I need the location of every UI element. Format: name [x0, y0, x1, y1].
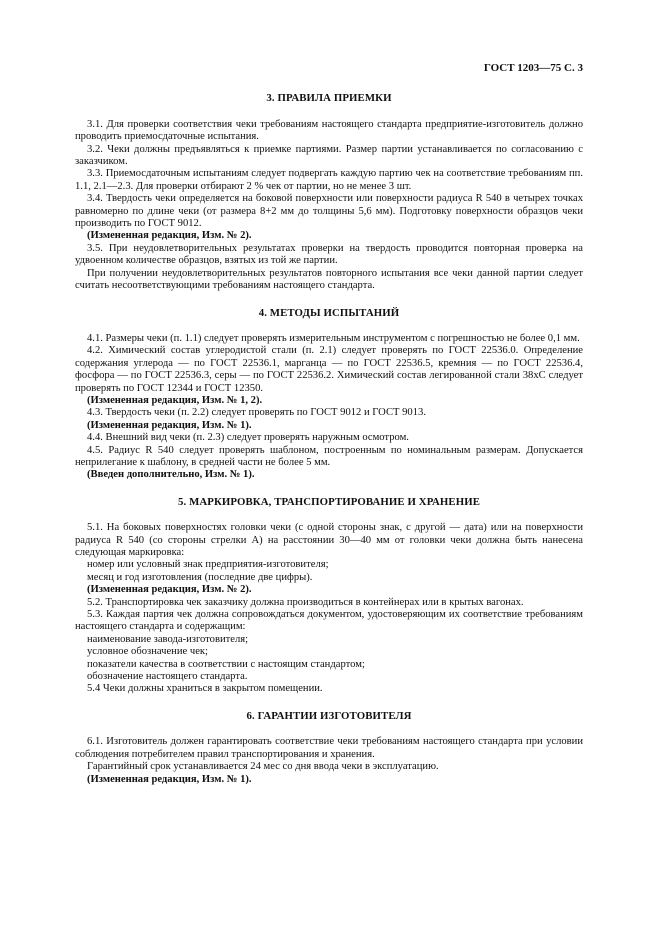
- document-page: [75, 62, 583, 800]
- paragraph: 4.1. Размеры чеки (п. 1.1) следует проверять измерительным инструментом с погрешностью не более 0,1 мм.: [87, 332, 580, 344]
- page-header: ГОСТ 1203—75 С. 3: [483, 62, 583, 74]
- paragraph: наименование завода-изготовителя;: [87, 633, 249, 645]
- paragraph: 3.4. Твердость чеки определяется на боковой поверхности или поверхности радиуса R 540 в четырех точках равномерно по длине чеки (от размера 8+2 мм до толщины 5,6 мм). Подготовку поверхности образцов чеки производить по ГОСТ 9012.: [75, 193, 583, 230]
- paragraph: номер или условный знак предприятия-изготовителя;: [87, 559, 329, 571]
- paragraph: 4.3. Твердость чеки (п. 2.2) следует проверять по ГОСТ 9012 и ГОСТ 9013.: [87, 407, 426, 419]
- section-title: 6. ГАРАНТИИ ИЗГОТОВИТЕЛЯ: [246, 709, 412, 722]
- paragraph: При получении неудовлетворительных результатов повторного испытания все чеки данной партии следует считать несоответствующими требованиям настоящего стандарта.: [75, 267, 583, 292]
- amendment-note: (Измененная редакция, Изм. № 1, 2).: [87, 394, 263, 406]
- paragraph: 5.3. Каждая партия чек должна сопровождаться документом, удостоверяющим их соответствие требованиям настоящего стандарта и содержащим:: [75, 609, 583, 633]
- section-title: 4. МЕТОДЫ ИСПЫТАНИЙ: [258, 306, 400, 319]
- section-title: 3. ПРАВИЛА ПРИЕМКИ: [266, 92, 392, 105]
- paragraph: 3.2. Чеки должны предъявляться к приемке партиями. Размер партии устанавливается по согласованию с заказчиком.: [75, 143, 583, 168]
- paragraph: 4.2. Химический состав углеродистой стали (п. 2.1) следует проверять по ГОСТ 22536.0. Определение содержания углерода — по ГОСТ 22536.1, марганца — по ГОСТ 22536.5, кремния — по ГОСТ 22536.4, фосфора — по ГОСТ 22536.3, серы — по ГОСТ 22536.2. Химический состав легированной стали 38хС следует проверять по ГОСТ 12344 и ГОСТ 12350.: [75, 345, 583, 394]
- amendment-note: (Введен дополнительно, Изм. № 1).: [87, 469, 255, 481]
- paragraph: 4.5. Радиус R 540 следует проверять шаблоном, построенным по номинальным размерам. Допускается неприлегание к шаблону, в средней части не более 5 мм.: [75, 444, 583, 468]
- paragraph: условное обозначение чек;: [87, 646, 208, 658]
- paragraph: 5.4 Чеки должны храниться в закрытом помещении.: [87, 683, 323, 695]
- paragraph: обозначение настоящего стандарта.: [87, 671, 248, 683]
- amendment-note: (Измененная редакция, Изм. № 2).: [87, 584, 252, 596]
- paragraph: 3.3. Приемосдаточным испытаниям следует подвергать каждую партию чек на соответствие требованиям пп. 1.1, 2.1—2.3. Для проверки отбирают 2 % чек от партии, но не менее 3 шт.: [75, 168, 583, 192]
- amendment-note: (Измененная редакция, Изм. № 2).: [87, 230, 252, 242]
- paragraph: 3.1. Для проверки соответствия чеки требованиям настоящего стандарта предприятие-изготовитель должно проводить приемосдаточные испытания.: [75, 118, 583, 143]
- paragraph: показатели качества в соответствии с настоящим стандартом;: [87, 658, 365, 670]
- paragraph: 5.2. Транспортировка чек заказчику должна производиться в контейнерах или в крытых вагонах.: [87, 596, 524, 608]
- document-body: [75, 92, 583, 786]
- section-title: 5. МАРКИРОВКА, ТРАНСПОРТИРОВАНИЕ И ХРАНЕНИЕ: [177, 495, 481, 508]
- paragraph: 5.1. На боковых поверхностях головки чеки (с одной стороны знак, с другой — дата) или на поверхности радиуса R 540 (со стороны стрелки А) на расстоянии 30—40 мм от головки чеки должна быть нанесена следующая маркировка:: [75, 522, 583, 558]
- amendment-note: (Измененная редакция, Изм. № 1).: [87, 419, 252, 431]
- paragraph: месяц и год изготовления (последние две цифры).: [87, 571, 313, 583]
- paragraph: 3.5. При неудовлетворительных результатах проверки на твердость проводится повторная проверка на удвоенном количестве образцов, взятых из той же партии.: [75, 242, 583, 267]
- section-4: [75, 307, 583, 482]
- paragraph: Гарантийный срок устанавливается 24 мес со дня ввода чеки в эксплуатацию.: [87, 761, 439, 773]
- section-5: [75, 496, 583, 696]
- paragraph: 4.4. Внешний вид чеки (п. 2.3) следует проверять наружным осмотром.: [87, 432, 409, 444]
- section-6: [75, 710, 583, 786]
- paragraph: 6.1. Изготовитель должен гарантировать соответствие чеки требованиям настоящего стандарта при условии соблюдения потребителем правил транспортирования и хранения.: [75, 736, 583, 760]
- amendment-note: (Измененная редакция, Изм. № 1).: [87, 773, 252, 785]
- section-3: [75, 92, 583, 292]
